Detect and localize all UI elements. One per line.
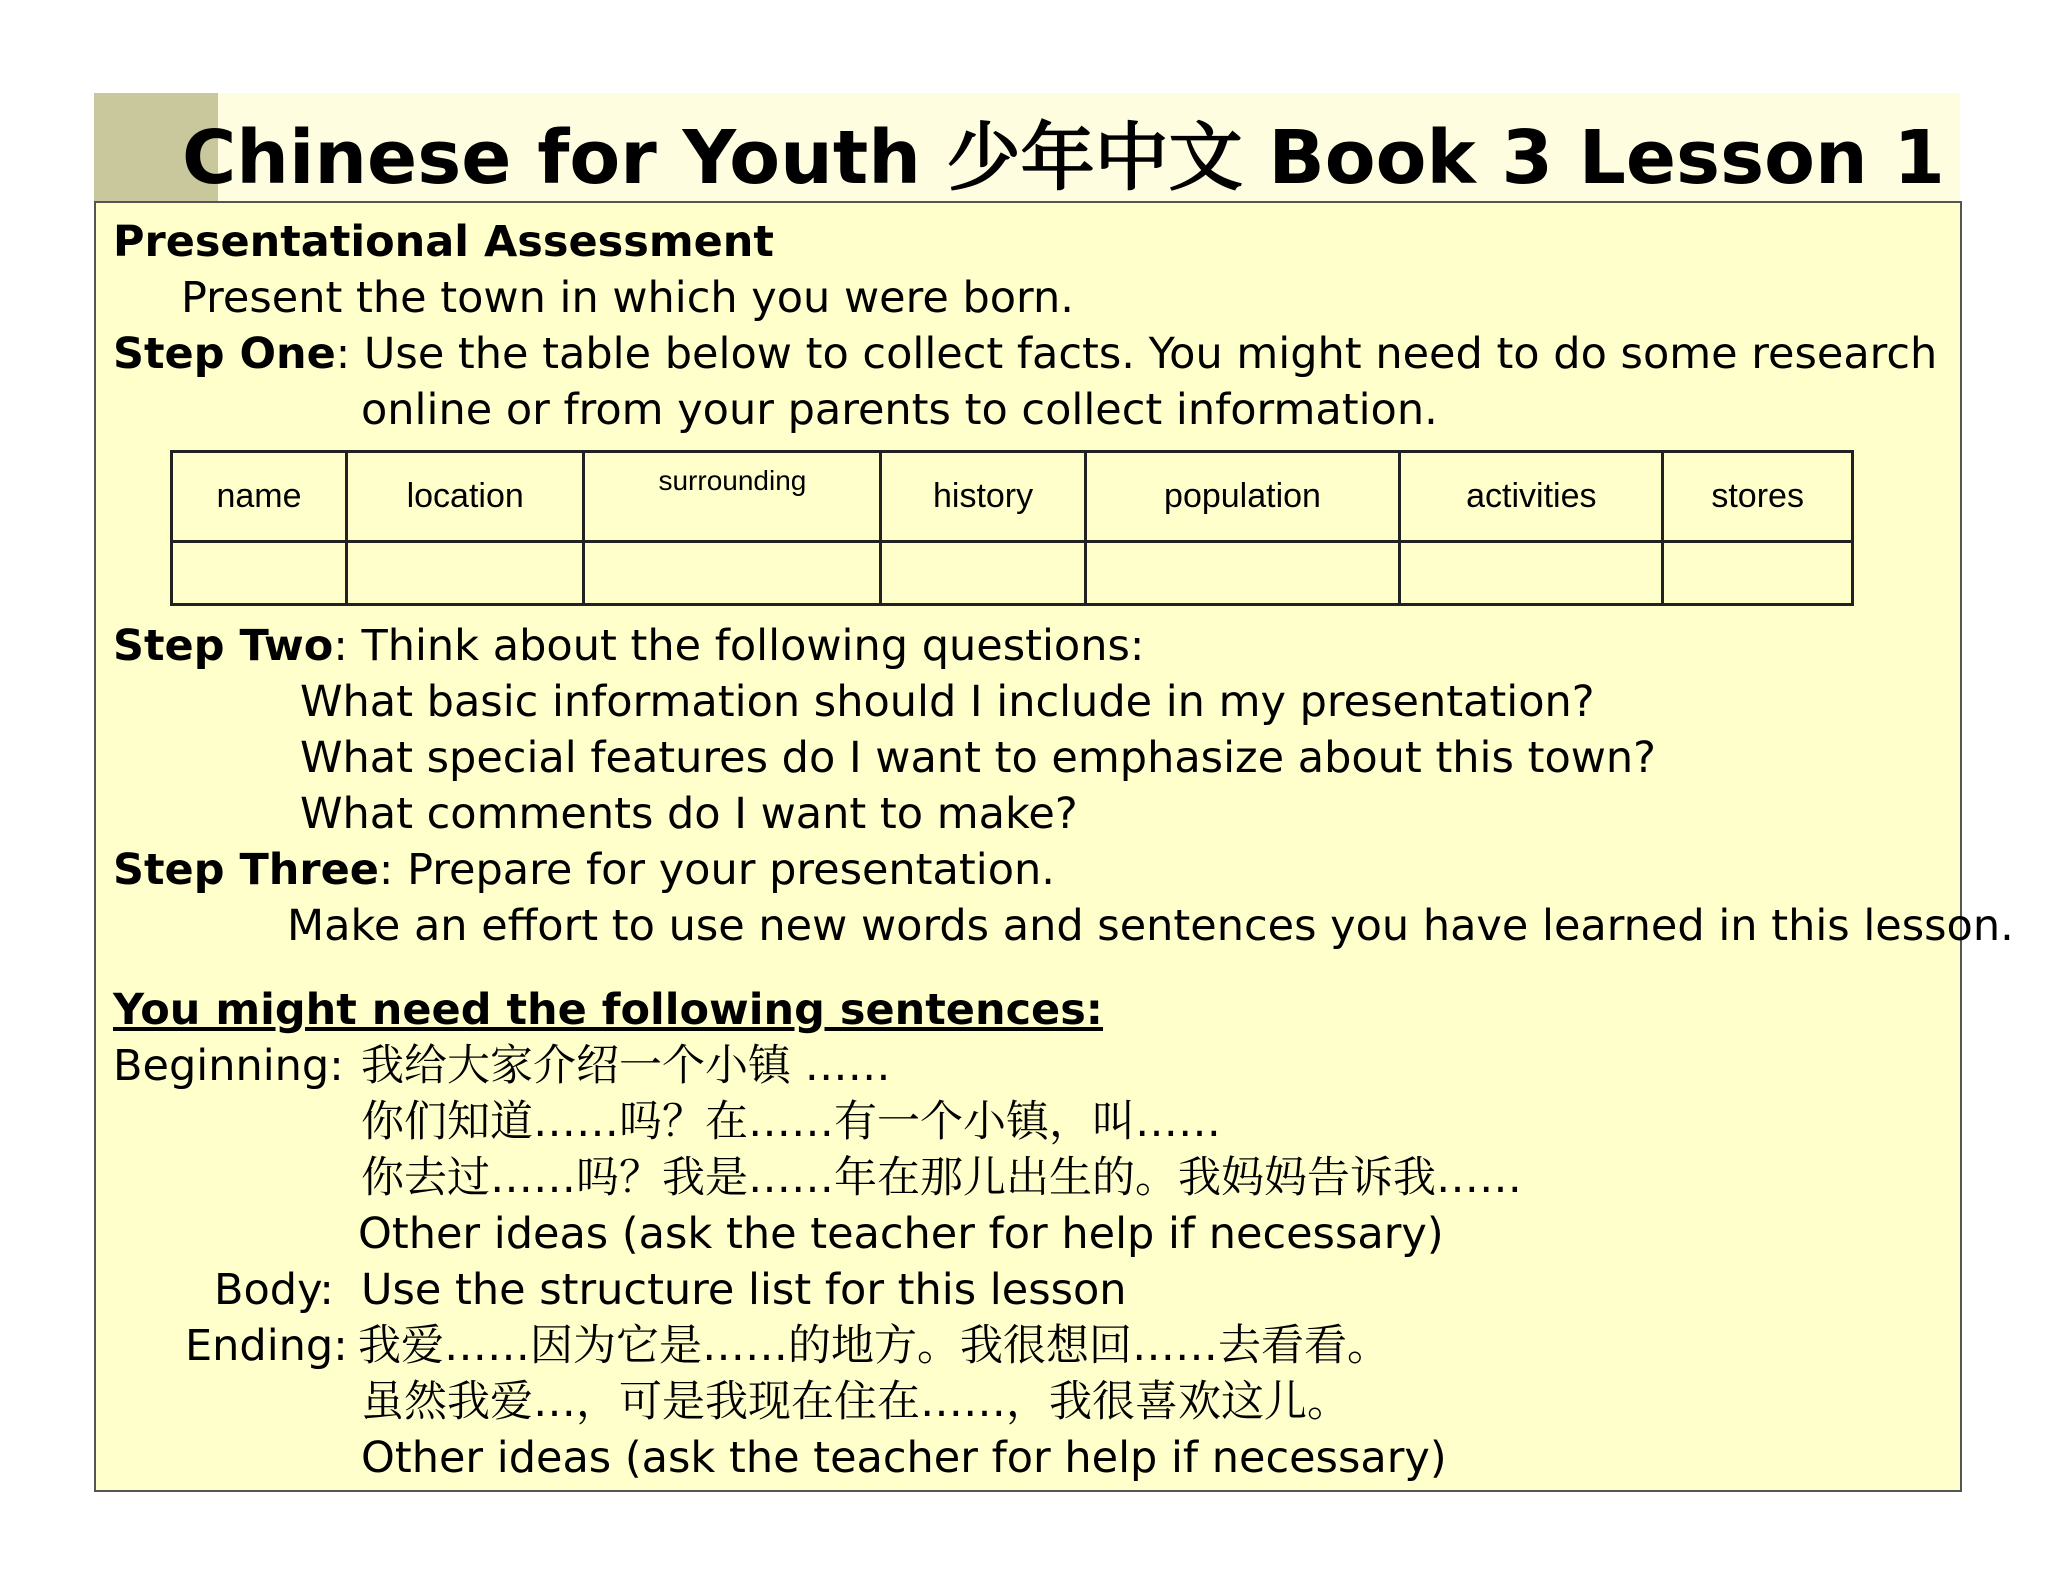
step-one — [113, 326, 1937, 382]
cell-surrounding[interactable] — [584, 542, 881, 605]
body-label: Body: — [214, 1265, 334, 1315]
col-history: history — [881, 452, 1085, 542]
col-name: name — [172, 452, 347, 542]
beginning-line-3: 你去过……吗？我是……年在那儿出生的。我妈妈告诉我…… — [361, 1153, 1522, 1203]
cell-population[interactable] — [1085, 542, 1400, 605]
cell-name[interactable] — [172, 542, 347, 605]
table-header-row — [172, 452, 1853, 542]
step-one-text: : Use the table below to collect facts. You might need to do some research — [335, 329, 1938, 379]
col-stores: stores — [1663, 452, 1853, 542]
presentational-heading: Presentational Assessment — [113, 217, 774, 267]
question-1: What basic information should I include in my presentation? — [300, 677, 1595, 727]
task-text: Present the town in which you were born. — [181, 273, 1074, 323]
page-title: Chinese for Youth 少年中文 Book 3 Lesson 1 — [182, 115, 1945, 201]
step-three-label: Step Three — [113, 845, 379, 895]
sentences-heading: You might need the following sentences: — [113, 985, 1104, 1035]
col-activities: activities — [1400, 452, 1663, 542]
step-one-label: Step One — [113, 329, 336, 379]
beginning-line-1: 我给大家介绍一个小镇 …… — [361, 1041, 891, 1091]
ending-line-1: 我爱……因为它是……的地方。我很想回……去看看。 — [358, 1321, 1390, 1371]
ending-line-3: Other ideas (ask the teacher for help if necessary) — [361, 1433, 1447, 1483]
beginning-label: Beginning: — [113, 1041, 344, 1091]
step-two — [113, 618, 1144, 674]
cell-history[interactable] — [881, 542, 1085, 605]
step-three-text-cont: Make an effort to use new words and sentences you have learned in this lesson. — [287, 901, 2014, 951]
cell-activities[interactable] — [1400, 542, 1663, 605]
beginning-line-2: 你们知道……吗？在……有一个小镇，叫…… — [361, 1097, 1221, 1147]
step-two-text: : Think about the following questions: — [333, 621, 1145, 671]
step-one-text-cont: online or from your parents to collect information. — [361, 385, 1438, 435]
body-text: Use the structure list for this lesson — [361, 1265, 1127, 1315]
facts-table — [170, 450, 1854, 606]
col-surrounding: surrounding — [584, 452, 881, 542]
col-location: location — [346, 452, 583, 542]
ending-label: Ending: — [185, 1321, 348, 1371]
question-2: What special features do I want to emphasize about this town? — [300, 733, 1656, 783]
table-row — [172, 542, 1853, 605]
step-three-text: : Prepare for your presentation. — [378, 845, 1055, 895]
ending-line-2: 虽然我爱…，可是我现在住在……，我很喜欢这儿。 — [361, 1377, 1350, 1427]
step-three — [113, 842, 1055, 898]
step-two-label: Step Two — [113, 621, 334, 671]
beginning-line-4: Other ideas (ask the teacher for help if necessary) — [358, 1209, 1444, 1259]
col-population: population — [1085, 452, 1400, 542]
cell-stores[interactable] — [1663, 542, 1853, 605]
question-3: What comments do I want to make? — [300, 789, 1078, 839]
cell-location[interactable] — [346, 542, 583, 605]
